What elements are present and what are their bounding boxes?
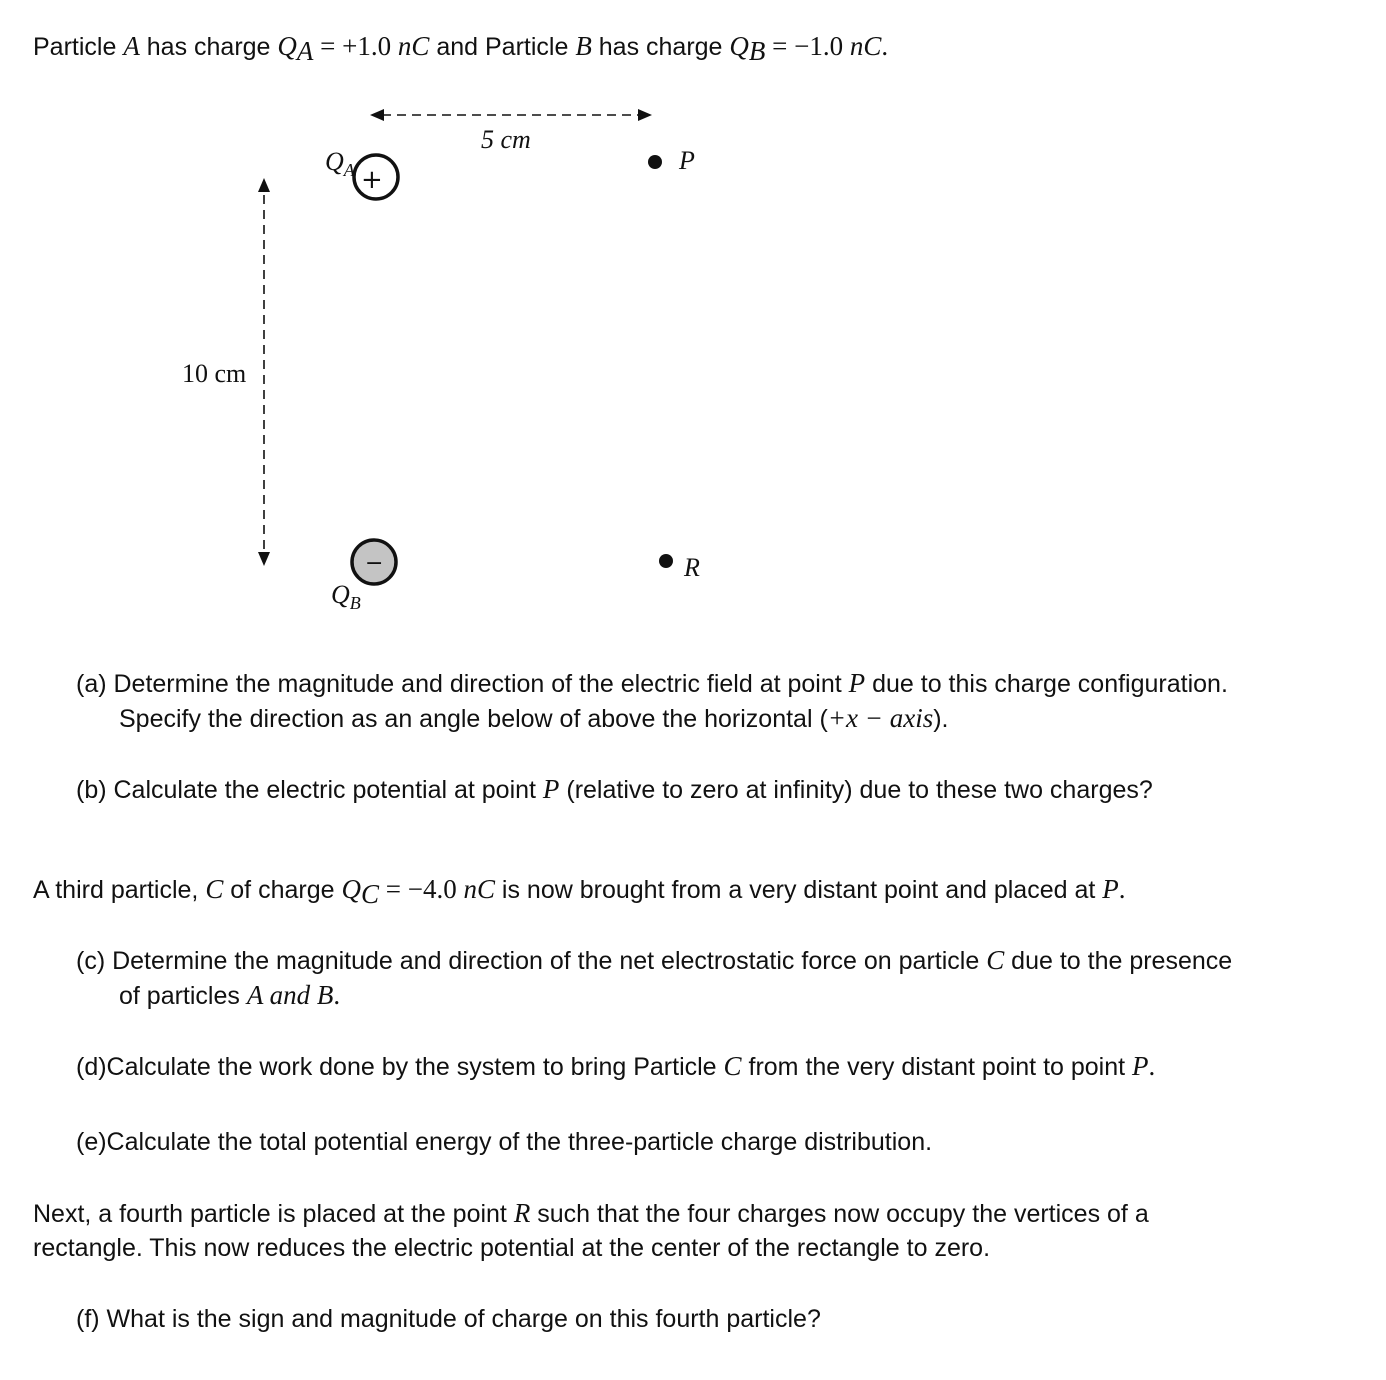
intro-var-b: B (575, 31, 592, 61)
question-a-text-3: Specify the direction as an angle below of above the horizontal ( (119, 705, 828, 733)
third-var-c: C (205, 874, 224, 904)
intro-qb-sub: B (748, 36, 766, 66)
question-b (76, 771, 1153, 808)
intro-end: . (881, 31, 889, 61)
vertical-distance-label: 10 cm (182, 359, 247, 388)
question-e-text: (e)Calculate the total potential energy of the three-particle charge distribution. (76, 1128, 933, 1156)
intro-text-4: has charge (591, 33, 730, 61)
horizontal-distance-label: 5 cm (481, 125, 531, 154)
intro-text-2: has charge (139, 33, 278, 61)
point-r-dot (659, 554, 673, 568)
question-a-line-2 (119, 700, 948, 737)
question-a-point: P (848, 668, 866, 698)
point-p-dot (648, 155, 662, 169)
intro-var-a: A (123, 31, 140, 61)
vertical-arrowhead-bottom (258, 552, 270, 566)
third-particle-statement (33, 871, 1126, 908)
question-a-text-1: (a) Determine the magnitude and direction of the electric field at point (76, 670, 849, 698)
question-a-line-1 (76, 665, 1228, 702)
vertical-arrowhead-top (258, 178, 270, 192)
third-q-value: = −4.0 (378, 874, 464, 904)
third-text-1: A third particle, (33, 876, 206, 904)
charge-b-label (331, 580, 361, 613)
question-d-text-1: (d)Calculate the work done by the system to bring Particle (76, 1053, 724, 1081)
charge-a-label (325, 147, 356, 180)
question-c-vars: A and B (246, 980, 334, 1010)
third-text-2: of charge (223, 876, 342, 904)
question-c-line-2 (119, 977, 340, 1014)
charge-b-sign: − (365, 551, 384, 576)
third-q-sub: C (360, 879, 379, 909)
third-q: Q (341, 874, 361, 904)
charge-diagram (0, 0, 1386, 650)
charge-b-label-sub: B (349, 593, 361, 613)
question-f-text: (f) What is the sign and magnitude of charge on this fourth particle? (76, 1305, 821, 1333)
question-a-axis: +x − axis (827, 703, 934, 733)
question-b-text-2: (relative to zero at infinity) due to these two charges? (559, 776, 1153, 804)
question-c-text-3: of particles (119, 982, 247, 1010)
question-c-end: . (333, 980, 341, 1010)
intro-qa-value: = +1.0 (313, 31, 398, 61)
question-d-text-2: from the very distant point to point (741, 1053, 1133, 1081)
intro-text-1: Particle (33, 33, 124, 61)
question-b-text-1: (b) Calculate the electric potential at point (76, 776, 543, 804)
fourth-text-2: such that the four charges now occupy the vertices of a (530, 1200, 1149, 1228)
third-text-3: is now brought from a very distant point and placed at (494, 876, 1103, 904)
third-end: . (1118, 874, 1126, 904)
question-c-text-2: due to the presence (1004, 947, 1233, 975)
horizontal-arrowhead-left (370, 109, 384, 121)
point-p-label: P (679, 146, 695, 175)
question-e (76, 1124, 932, 1160)
intro-qa-sub: A (296, 36, 314, 66)
fourth-particle-line-1 (33, 1195, 1149, 1232)
intro-qb-value: = −1.0 (765, 31, 850, 61)
fourth-particle-line-2 (33, 1230, 990, 1266)
question-c-text-1: (c) Determine the magnitude and direction of the net electrostatic force on particle (76, 947, 987, 975)
question-c-line-1 (76, 942, 1232, 979)
fourth-text-3: rectangle. This now reduces the electric potential at the center of the rectangle to zero. (33, 1234, 991, 1262)
question-a-text-2: due to this charge configuration. (865, 670, 1228, 698)
third-unit: nC (463, 874, 495, 904)
third-point: P (1102, 874, 1119, 904)
question-d-point: P (1132, 1051, 1149, 1081)
charge-a-label-q: Q (325, 147, 344, 176)
charge-a-label-sub: A (343, 160, 355, 180)
charge-a-sign: + (361, 165, 383, 195)
fourth-text-1: Next, a fourth particle is placed at the point (33, 1200, 514, 1228)
intro-text-3: and Particle (429, 33, 576, 61)
question-d (76, 1048, 1155, 1085)
horizontal-arrowhead-right (638, 109, 652, 121)
question-d-end: . (1148, 1051, 1156, 1081)
intro-unit-2: nC (849, 31, 882, 61)
charge-b-label-q: Q (331, 580, 350, 609)
fourth-point-r: R (513, 1198, 531, 1228)
question-f (76, 1301, 821, 1337)
point-r-label: R (684, 553, 700, 582)
intro-qa: Q (277, 31, 297, 61)
intro-unit-1: nC (397, 31, 430, 61)
question-c-var: C (986, 945, 1005, 975)
question-b-point: P (542, 774, 560, 804)
intro-qb: Q (729, 31, 749, 61)
question-a-text-4: ). (933, 705, 949, 733)
question-d-var: C (723, 1051, 742, 1081)
